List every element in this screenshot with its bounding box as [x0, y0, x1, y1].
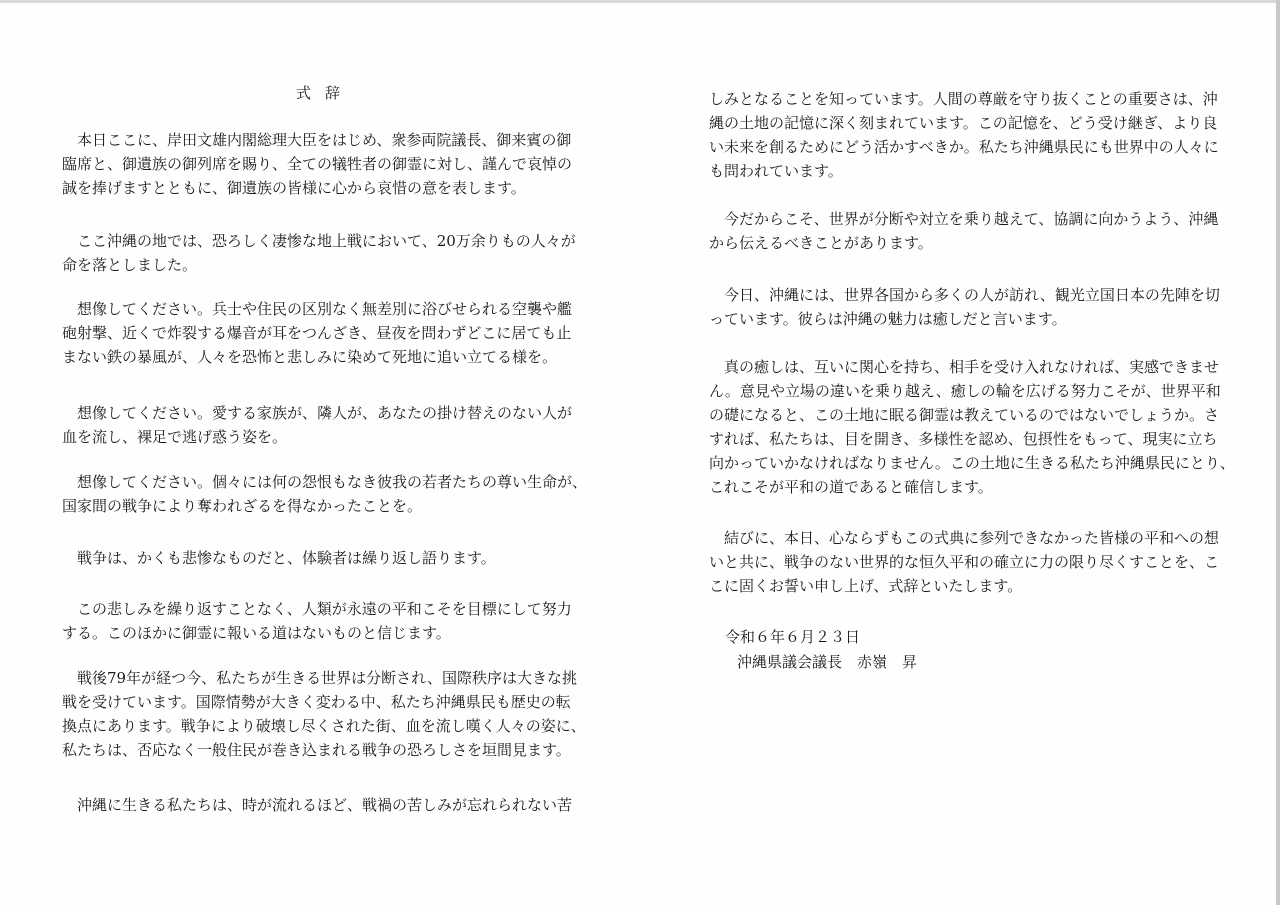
paragraph-cooperation: [709, 207, 1219, 255]
paragraph-tourism: [709, 283, 1220, 331]
paragraph-closing: [709, 526, 1220, 598]
text-line: から伝えるべきことがあります。: [709, 234, 933, 252]
text-line: すれば、私たちは、目を開き、多様性を認め、包摂性をもって、現実に立ち: [709, 430, 1218, 448]
paragraph-imagine-2: [62, 401, 592, 449]
text-line: 今だからこそ、世界が分断や対立を乗り越えて、協調に向かうよう、沖縄: [709, 210, 1219, 228]
paragraph-postwar: [62, 666, 592, 762]
text-line: 戦争は、かくも悲惨なものだと、体験者は繰り返し語ります。: [62, 549, 496, 567]
paragraph-ground-battle: [62, 229, 592, 277]
paragraph-imagine-3: [62, 470, 592, 518]
text-line: い未来を創るためにどう活かすべきか。私たち沖縄県民にも世界中の人々に: [709, 138, 1219, 156]
document-date: 令和６年６月２３日: [725, 628, 861, 646]
paragraph-true-healing: [709, 355, 1235, 499]
text-line: 想像してください。愛する家族が、隣人が、あなたの掛け替えのない人が: [62, 404, 573, 422]
text-line: 向かっていかなければなりません。この土地に生きる私たち沖縄県民にとり、: [709, 454, 1235, 472]
text-line: 戦を受けています。国際情勢が大きく変わる中、私たち沖縄県民も歴史の転: [62, 693, 571, 711]
text-line: 誠を捧げますとともに、御遺族の皆様に心から哀惜の意を表します。: [62, 179, 526, 197]
text-line: 臨席と、御遺族の御列席を賜り、全ての犠牲者の御霊に対し、謹んで哀悼の: [62, 155, 573, 173]
text-line: 命を落としました。: [62, 256, 198, 274]
text-line: 血を流し、裸足で逃げ惑う姿を。: [62, 428, 288, 446]
paragraph-imagine-1: [62, 297, 592, 369]
text-line: 私たちは、否応なく一般住民が巻き込まれる戦争の恐ろしさを垣間見ます。: [62, 741, 571, 759]
text-line: しみとなることを知っています。人間の尊厳を守り抜くことの重要さは、沖: [709, 90, 1218, 108]
text-line: 今日、沖縄には、世界各国から多くの人が訪れ、観光立国日本の先陣を切: [709, 286, 1220, 304]
paragraph-opening: [62, 128, 592, 200]
text-line: 国家間の戦争により奪われざるを得なかったことを。: [62, 497, 423, 515]
text-line: 砲射撃、近くで炸裂する爆音が耳をつんざき、昼夜を問わずどこに居ても止: [62, 324, 572, 342]
text-line: 沖縄に生きる私たちは、時が流れるほど、戦禍の苦しみが忘れられない苦: [62, 796, 573, 814]
text-line: っています。彼らは沖縄の魅力は癒しだと言います。: [709, 310, 1067, 328]
paragraph-human-dignity: [709, 87, 1219, 183]
text-line: まない鉄の暴風が、人々を恐怖と悲しみに染めて死地に追い立てる様を。: [62, 348, 558, 366]
text-line: の礎になると、この土地に眠る御霊は教えているのではないでしょうか。さ: [709, 406, 1220, 424]
signer-name: 沖縄県議会議長 赤嶺 昇: [737, 653, 918, 671]
text-line: この悲しみを繰り返すことなく、人類が永遠の平和こそを目標にして努力: [62, 600, 572, 618]
paragraph-eternal-peace: [62, 597, 592, 645]
text-line: いと共に、戦争のない世界的な恒久平和の確立に力の限り尽くすことを、こ: [709, 553, 1220, 571]
text-line: 本日ここに、岸田文雄内閣総理大臣をはじめ、衆参両院議長、御来賓の御: [62, 131, 572, 149]
text-line: 想像してください。兵士や住民の区別なく無差別に浴びせられる空襲や艦: [62, 300, 573, 318]
document-title: 式辞: [296, 84, 355, 102]
text-line: も問われています。: [709, 162, 843, 180]
text-line: する。このほかに御霊に報いる道はないものと信じます。: [62, 624, 451, 642]
paragraph-war-tragic: [62, 546, 592, 570]
text-line: こに固くお誓い申し上げ、式辞といたします。: [709, 577, 1023, 595]
text-line: ここ沖縄の地では、恐ろしく凄惨な地上戦において、20万余りもの人々が: [62, 232, 576, 250]
paragraph-okinawa-living: [62, 793, 592, 817]
text-line: 換点にあります。戦争により破壊し尽くされた街、血を流し嘆く人々の姿に、: [62, 717, 586, 735]
text-line: ん。意見や立場の違いを乗り越え、癒しの輪を広げる努力こそが、世界平和: [709, 382, 1221, 400]
text-line: 結びに、本日、心ならずもこの式典に参列できなかった皆様の平和への想: [709, 529, 1220, 547]
text-line: 戦後79年が経つ今、私たちが生きる世界は分断され、国際秩序は大きな挑: [62, 669, 577, 687]
page-top-edge: [0, 0, 1280, 3]
text-line: 真の癒しは、互いに関心を持ち、相手を受け入れなければ、実感できませ: [709, 358, 1220, 376]
text-line: 想像してください。個々には何の怨恨もなき彼我の若者たちの尊い生命が、: [62, 473, 588, 491]
text-line: これこそが平和の道であると確信します。: [709, 478, 993, 496]
page-right-edge: [1276, 0, 1280, 905]
text-line: 縄の土地の記憶に深く刻まれています。この記憶を、どう受け継ぎ、より良: [709, 114, 1218, 132]
